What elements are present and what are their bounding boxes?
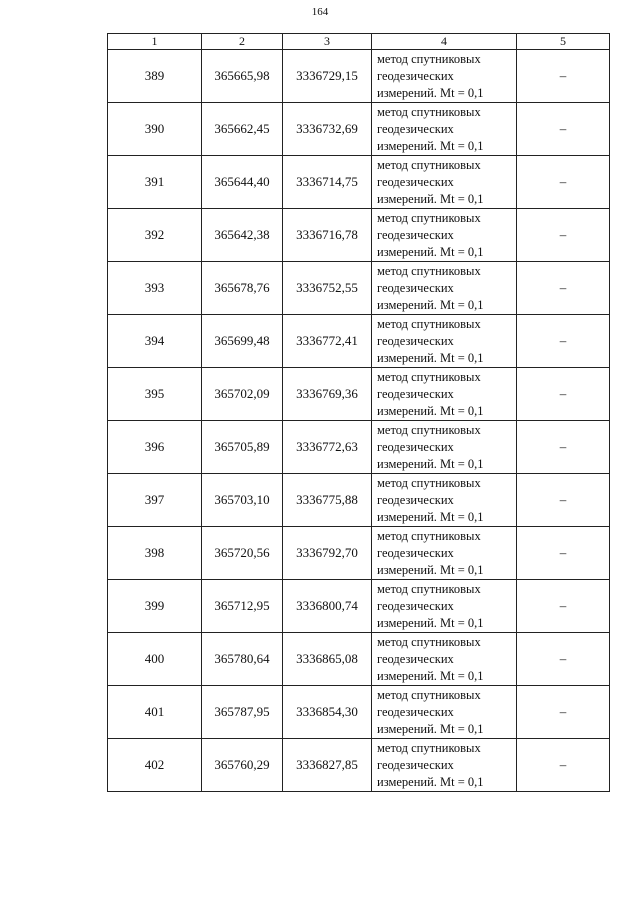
x-coordinate-cell: 365699,48 [202,315,283,368]
note-cell: – [517,209,610,262]
method-cell [372,633,517,686]
x-coordinate-cell: 365787,95 [202,686,283,739]
method-line: измерений. Mt = 0,1 [377,509,484,524]
method-line: геодезических [377,227,454,242]
note-cell: – [517,50,610,103]
method-line: геодезических [377,68,454,83]
note-cell: – [517,262,610,315]
table-row [108,686,610,739]
note-cell: – [517,156,610,209]
table-row [108,209,610,262]
x-coordinate-cell: 365678,76 [202,262,283,315]
x-coordinate-cell: 365705,89 [202,421,283,474]
point-number-cell: 399 [108,580,202,633]
note-cell: – [517,686,610,739]
method-line: геодезических [377,545,454,560]
method-line: метод спутниковых [377,157,481,172]
y-coordinate-cell: 3336714,75 [283,156,372,209]
column-header-3: 3 [283,34,372,50]
table-row [108,103,610,156]
method-line: измерений. Mt = 0,1 [377,138,484,153]
method-line: геодезических [377,386,454,401]
table-header-row [108,34,610,50]
method-line: измерений. Mt = 0,1 [377,615,484,630]
method-line: измерений. Mt = 0,1 [377,85,484,100]
y-coordinate-cell: 3336752,55 [283,262,372,315]
point-number-cell: 392 [108,209,202,262]
method-line: метод спутниковых [377,263,481,278]
x-coordinate-cell: 365642,38 [202,209,283,262]
y-coordinate-cell: 3336827,85 [283,739,372,792]
method-line: метод спутниковых [377,422,481,437]
method-line: геодезических [377,757,454,772]
method-cell [372,527,517,580]
note-cell: – [517,633,610,686]
method-cell [372,368,517,421]
x-coordinate-cell: 365720,56 [202,527,283,580]
note-cell: – [517,368,610,421]
x-coordinate-cell: 365662,45 [202,103,283,156]
x-coordinate-cell: 365665,98 [202,50,283,103]
method-line: измерений. Mt = 0,1 [377,403,484,418]
method-line: измерений. Mt = 0,1 [377,191,484,206]
point-number-cell: 389 [108,50,202,103]
point-number-cell: 397 [108,474,202,527]
point-number-cell: 394 [108,315,202,368]
y-coordinate-cell: 3336792,70 [283,527,372,580]
method-line: измерений. Mt = 0,1 [377,721,484,736]
note-cell: – [517,527,610,580]
y-coordinate-cell: 3336854,30 [283,686,372,739]
table-row [108,50,610,103]
point-number-cell: 401 [108,686,202,739]
point-number-cell: 396 [108,421,202,474]
method-line: измерений. Mt = 0,1 [377,350,484,365]
note-cell: – [517,580,610,633]
method-line: геодезических [377,333,454,348]
method-line: измерений. Mt = 0,1 [377,244,484,259]
method-line: измерений. Mt = 0,1 [377,668,484,683]
method-line: метод спутниковых [377,528,481,543]
point-number-cell: 400 [108,633,202,686]
method-cell [372,262,517,315]
y-coordinate-cell: 3336775,88 [283,474,372,527]
note-cell: – [517,474,610,527]
point-number-cell: 390 [108,103,202,156]
point-number-cell: 393 [108,262,202,315]
method-line: измерений. Mt = 0,1 [377,297,484,312]
point-number-cell: 402 [108,739,202,792]
method-line: метод спутниковых [377,369,481,384]
x-coordinate-cell: 365760,29 [202,739,283,792]
column-header-2: 2 [202,34,283,50]
table-body [108,50,610,792]
method-line: метод спутниковых [377,581,481,596]
y-coordinate-cell: 3336772,41 [283,315,372,368]
coordinates-table [107,33,610,792]
method-line: геодезических [377,280,454,295]
method-cell [372,739,517,792]
x-coordinate-cell: 365703,10 [202,474,283,527]
page-number: 164 [311,6,329,18]
y-coordinate-cell: 3336716,78 [283,209,372,262]
method-line: метод спутниковых [377,687,481,702]
table-row [108,421,610,474]
note-cell: – [517,103,610,156]
method-line: метод спутниковых [377,740,481,755]
y-coordinate-cell: 3336865,08 [283,633,372,686]
table-row [108,262,610,315]
note-cell: – [517,315,610,368]
method-line: метод спутниковых [377,210,481,225]
note-cell: – [517,739,610,792]
method-line: геодезических [377,492,454,507]
column-header-5: 5 [517,34,610,50]
column-header-4: 4 [372,34,517,50]
method-line: метод спутниковых [377,51,481,66]
method-line: геодезических [377,598,454,613]
method-line: геодезических [377,704,454,719]
method-cell [372,156,517,209]
method-line: геодезических [377,439,454,454]
y-coordinate-cell: 3336772,63 [283,421,372,474]
table-row [108,739,610,792]
y-coordinate-cell: 3336800,74 [283,580,372,633]
method-cell [372,421,517,474]
y-coordinate-cell: 3336769,36 [283,368,372,421]
method-line: геодезических [377,121,454,136]
method-line: геодезических [377,651,454,666]
point-number-cell: 398 [108,527,202,580]
table-row [108,156,610,209]
y-coordinate-cell: 3336732,69 [283,103,372,156]
method-line: измерений. Mt = 0,1 [377,456,484,471]
method-cell [372,103,517,156]
method-cell [372,50,517,103]
method-cell [372,315,517,368]
method-line: метод спутниковых [377,475,481,490]
method-cell [372,686,517,739]
method-line: метод спутниковых [377,316,481,331]
x-coordinate-cell: 365712,95 [202,580,283,633]
method-line: метод спутниковых [377,104,481,119]
point-number-cell: 395 [108,368,202,421]
table-row [108,633,610,686]
note-cell: – [517,421,610,474]
column-header-1: 1 [108,34,202,50]
method-cell [372,474,517,527]
x-coordinate-cell: 365780,64 [202,633,283,686]
method-line: измерений. Mt = 0,1 [377,774,484,789]
method-cell [372,209,517,262]
table-row [108,474,610,527]
table-row [108,580,610,633]
table-row [108,527,610,580]
method-line: измерений. Mt = 0,1 [377,562,484,577]
y-coordinate-cell: 3336729,15 [283,50,372,103]
x-coordinate-cell: 365702,09 [202,368,283,421]
method-line: метод спутниковых [377,634,481,649]
method-cell [372,580,517,633]
point-number-cell: 391 [108,156,202,209]
table-row [108,315,610,368]
x-coordinate-cell: 365644,40 [202,156,283,209]
table-row [108,368,610,421]
method-line: геодезических [377,174,454,189]
